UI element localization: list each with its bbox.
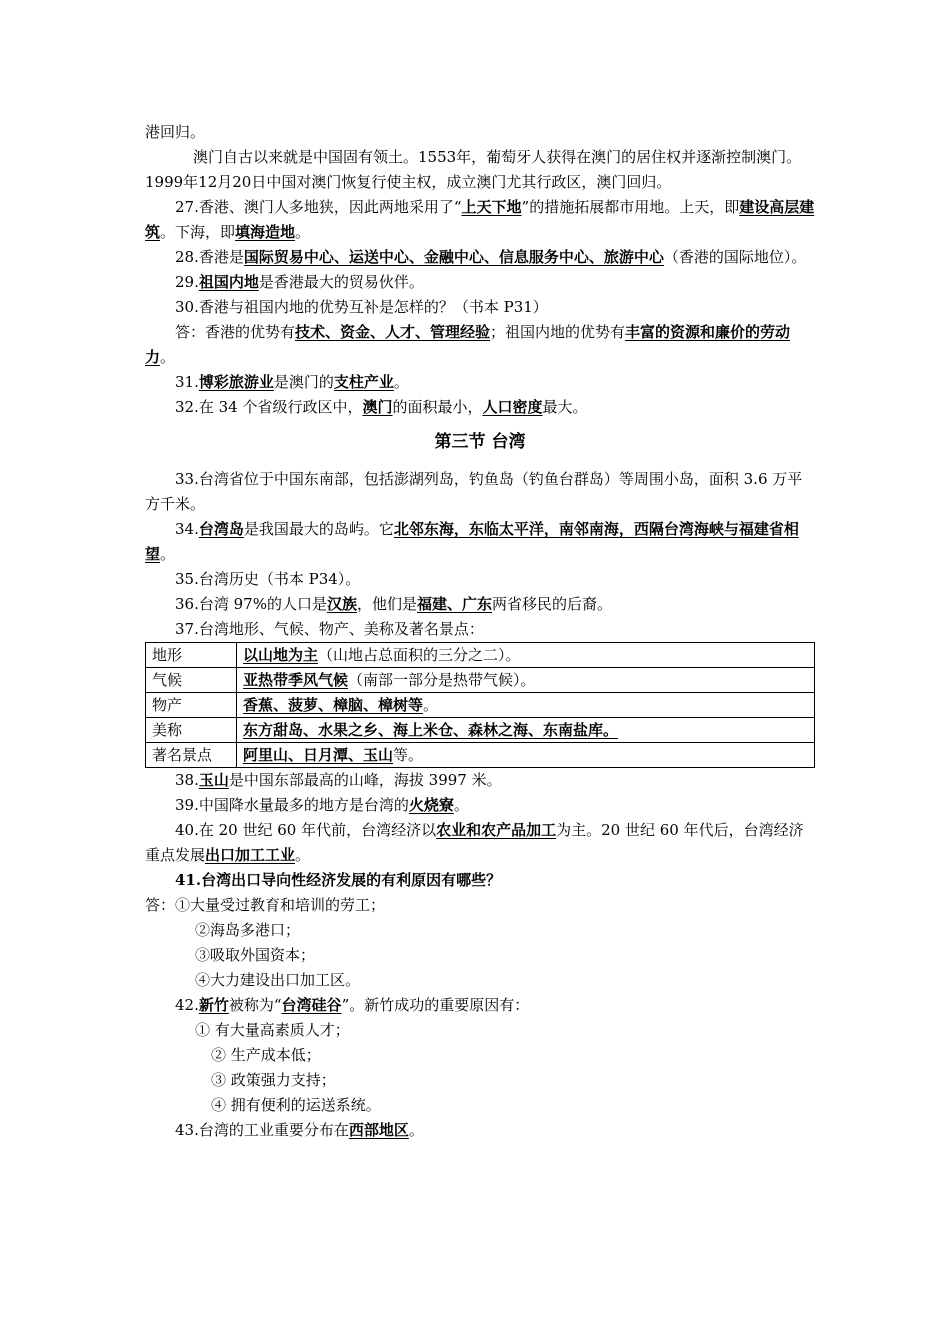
table-row: 著名景点 阿里山、日月潭、玉山等。 [146,743,815,768]
item-30-answer: 答：香港的优势有技术、资金、人才、管理经验；祖国内地的优势有丰富的资源和廉价的劳动力。 [145,323,791,366]
item-40: 40.在 20 世纪 60 年代前，台湾经济以农业和农产品加工为主。20 世纪 60 年代后，台湾经济重点发展出口加工工业。 [145,821,804,864]
item-28: 28.香港是国际贸易中心、运送中心、金融中心、信息服务中心、旅游中心（香港的国际地位）。 [175,248,807,266]
item-38: 38.玉山是中国东部最高的山峰，海拔 3997 米。 [175,771,502,789]
document-page [145,120,815,1143]
table-row: 地形 以山地为主（山地占总面积的三分之二）。 [146,643,815,668]
item-31: 31.博彩旅游业是澳门的支柱产业。 [175,373,409,391]
item-42-reason-3: ③ 政策强力支持； [211,1071,336,1089]
item-39: 39.中国降水量最多的地方是台湾的火烧寮。 [175,796,469,814]
item-41-answer-4: ④大力建设出口加工区。 [195,971,361,989]
item-35: 35.台湾历史（书本 P34）。 [175,570,361,588]
item-37: 37.台湾地形、气候、物产、美称及著名景点： [175,620,484,638]
item-32: 32.在 34 个省级行政区中，澳门的面积最小，人口密度最大。 [175,398,588,416]
item-41-answer-2: ②海岛多港口； [195,921,301,939]
item-42-reason-2: ② 生产成本低； [211,1046,321,1064]
item-30: 30.香港与祖国内地的优势互补是怎样的？（书本 P31） [175,298,548,316]
item-41-answer-1: 答：①大量受过教育和培训的劳工； [145,896,386,914]
item-42-reason-1: ① 有大量高素质人才； [195,1021,350,1039]
item-41-answer-3: ③吸取外国资本； [195,946,316,964]
item-42: 42.新竹被称为“台湾硅谷”。新竹成功的重要原因有： [175,996,530,1014]
taiwan-facts-table [145,642,815,768]
table-row: 美称 东方甜岛、水果之乡、海上米仓、森林之海、东南盐库。 [146,718,815,743]
item-27: 27.香港、澳门人多地狭，因此两地采用了“上天下地”的措施拓展都市用地。上天，即建设高层建筑。下海，即填海造地。 [145,198,815,241]
item-41: 41.台湾出口导向性经济发展的有利原因有哪些？ [175,871,502,889]
item-43: 43.台湾的工业重要分布在西部地区。 [175,1121,424,1139]
item-29: 29.祖国内地是香港最大的贸易伙伴。 [175,273,424,291]
item-42-reason-4: ④ 拥有便利的运送系统。 [211,1096,381,1114]
item-33: 33.台湾省位于中国东南部，包括澎湖列岛，钓鱼岛（钓鱼台群岛）等周围小岛，面积 3.6 万平方千米。 [145,470,803,513]
para-macau-history: 澳门自古以来就是中国固有领土。1553年，葡萄牙人获得在澳门的居住权并逐渐控制澳门。1999年12月20日中国对澳门恢复行使主权，成立澳门尤其行政区，澳门回归。 [145,148,802,191]
table-row: 气候 亚热带季风气候（南部一部分是热带气候）。 [146,668,815,693]
item-34: 34.台湾岛是我国最大的岛屿。它北邻东海，东临太平洋，南邻南海，西隔台湾海峡与福建省相望。 [145,520,799,563]
table-row: 物产 香蕉、菠萝、樟脑、樟树等。 [146,693,815,718]
para-hk-return: 港回归。 [145,123,206,141]
section-heading: 第三节 台湾 [434,432,526,452]
item-36: 36.台湾 97%的人口是汉族，他们是福建、广东两省移民的后裔。 [175,595,613,613]
